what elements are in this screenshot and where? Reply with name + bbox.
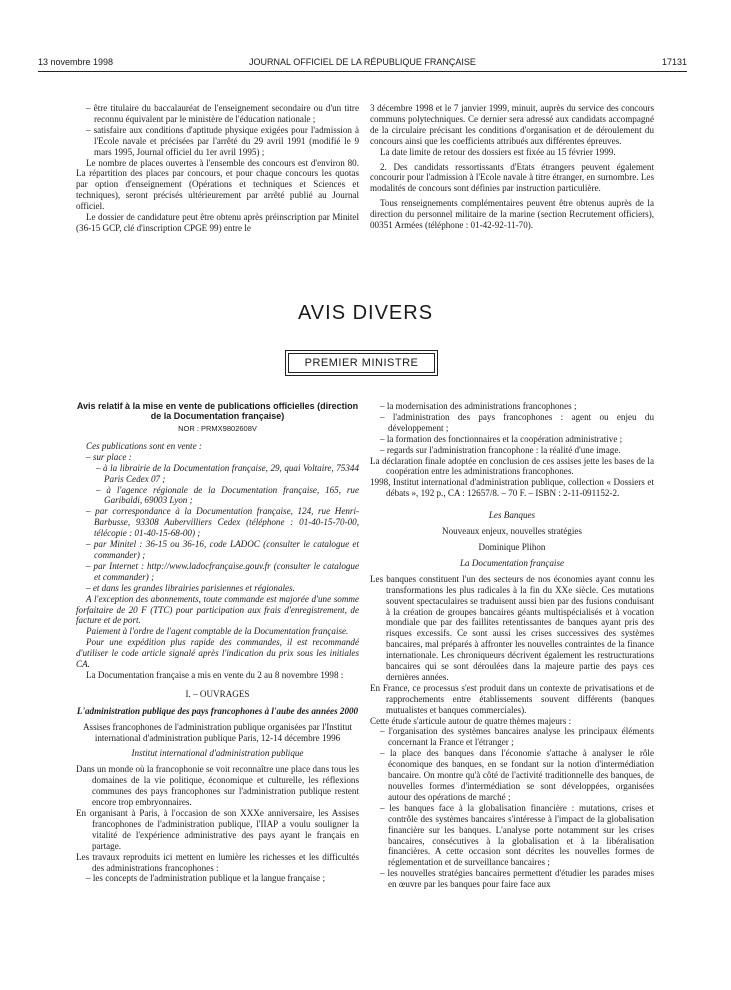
assises-subtitle: Assises francophones de l'administration publique organisées par l'Institut international d'administration publique Paris, 12-14 décembre 1996 bbox=[82, 721, 353, 743]
dossier-paragraph: Le dossier de candidature peut être obtenu après préinscription par Minitel (36-15 GCP, clé d'inscription CPGE 99) entre le bbox=[76, 212, 359, 233]
banques-theme-economie: – la place des banques dans l'économie s'attache à analyser le rôle économique des banques, en se fondant sur la notion d'intermédiation bancaire. On montre qu'à côté de l'activité traditionnelle des banques, de nouvelles formes d'intermédiation se sont développées, organisées autour des opérations de marché ; bbox=[380, 748, 654, 802]
banques-para-3: Cette étude s'articule autour de quatre thèmes majeurs : bbox=[370, 715, 572, 726]
section-title: Avis relatif à la mise en vente de publications officielles (direction de la Documentation française) bbox=[76, 401, 359, 421]
admin-para-4: – les concepts de l'administration publique et la langue française ; bbox=[86, 873, 326, 884]
admin-book-reference: 1998, Institut international d'administration publique, collection « Dossiers et débats », 192 p., CA : 12657/8. – 70 F. – ISBN : 2-11-091152-2. bbox=[370, 477, 654, 499]
avis-divers-heading: AVIS DIVERS bbox=[297, 302, 434, 324]
par-minitel: – par Minitel : 36-15 ou 36-16, code LADOC (consulter le catalogue et commander) ; bbox=[86, 539, 359, 560]
mise-en-vente: La Documentation française a mis en vente du 2 au 8 novembre 1998 : bbox=[86, 669, 344, 680]
header-journal-title: JOURNAL OFFICIEL DE LA RÉPUBLIQUE FRANÇAISE bbox=[249, 57, 476, 67]
renseignements: Tous renseignements complémentaires peuvent être obtenus auprès de la direction du personnel militaire de la marine (section Recrutement officiers), 00351 Armées (téléphone : 01-42-92-11-70). bbox=[370, 198, 654, 231]
par-internet: – par Internet : http://www.ladocfrançaise.gouv.fr (consulter le catalogue et commander) ; bbox=[86, 560, 359, 582]
candidats-etrangers: 2. Des candidats ressortissants d'Etats étrangers peuvent également concourir pour l'admission à l'Ecole navale à titre étranger, en surnombre. Les modalités de concours sont définies par instruction particulière. bbox=[370, 161, 654, 194]
paiement: Paiement à l'ordre de l'agent comptable de la Documentation française. bbox=[86, 626, 349, 637]
institut-author: Institut international d'administration publique bbox=[131, 748, 304, 759]
dossier-continuation: 3 décembre 1998 et le 7 janvier 1999, minuit, auprès du service des concours communs polytechniques. Ce dernier sera adressé aux candidats accompagné de la circulaire précisant les conditions d'organisation et de déroulement du concours ainsi que les coefficients attribués aux différentes épreuves. bbox=[370, 103, 654, 146]
banques-author: Dominique Plihon bbox=[478, 541, 546, 552]
condition-bac: – être titulaire du baccalauréat de l'enseignement secondaire ou d'un titre reconnu équivalent par le ministère de l'éducation nationale ; bbox=[86, 103, 359, 124]
banques-publisher: La Documentation française bbox=[459, 557, 565, 568]
admin-bullet-formation: – la formation des fonctionnaires et la coopération administrative ; bbox=[380, 433, 623, 444]
admin-para-3: Les travaux reproduits ici mettent en lumière les richesses et les difficultés des administrations francophones : bbox=[76, 851, 359, 873]
exception-abonnements: A l'exception des abonnements, toute commande est majorée d'une somme forfaitaire de 20 F (TTC) pour participation aux frais d'enregistrement, de facture et de port. bbox=[76, 593, 359, 626]
banques-title: Les Banques bbox=[488, 510, 536, 521]
book-title-administration: L'administration publique des pays francophones à l'aube des années 2000 bbox=[76, 705, 359, 716]
banques-subtitle: Nouveaux enjeux, nouvelles stratégies bbox=[442, 526, 582, 537]
grandes-librairies: – et dans les grandes librairies parisiennes et régionales. bbox=[86, 582, 295, 593]
declaration-finale: La déclaration finale adoptée en conclusion de ces assises jette les bases de la coopération entre les administrations francophones. bbox=[370, 455, 654, 477]
page-header bbox=[38, 57, 687, 71]
banques-theme-globalisation: – les banques face à la globalisation financière : mutations, crises et contrôle des systèmes bancaires s'intéresse à l'impact de la globalisation financière sur les banques. L'analyse porte notamment sur les crises bancaires, consécutives à la globalisation et à la libéralisation financières. A cette occasion sont décrites les nouvelles formes de réglementation et de surveillance bancaires ; bbox=[380, 802, 654, 868]
nor-reference: NOR : PRMX9802608V bbox=[178, 424, 257, 433]
header-date: 13 novembre 1998 bbox=[38, 57, 114, 67]
banques-theme-strategies: – les nouvelles stratégies bancaires permettent d'étudier les parades mises en œuvre par les banques pour faire face aux bbox=[380, 868, 654, 890]
admin-para-1: Dans un monde où la francophonie se voit reconnaître une place dans tous les domaines de la vie politique, économique et culturelle, les réflexions communes des pays francophones sur l'administration publique restent encore trop embryonnaires. bbox=[76, 764, 359, 808]
premier-ministre-box bbox=[285, 350, 438, 376]
admin-bullet-modernisation: – la modernisation des administrations francophones ; bbox=[380, 401, 577, 411]
admin-bullet-regards: – regards sur l'administration francophone : la réalité d'une image. bbox=[380, 444, 621, 455]
banques-para-2: En France, ce processus s'est produit dans un contexte de privatisations et de rapprochements entre établissements souvent différents (banques mutualistes et banques commerciales). bbox=[370, 682, 654, 715]
bottom-right-column bbox=[370, 401, 654, 890]
lieu-lyon: – à l'agence régionale de la Documentation française, 165, rue Garibaldi, 69003 Lyon ; bbox=[96, 484, 359, 506]
premier-ministre-label: PREMIER MINISTRE bbox=[288, 353, 435, 373]
ouvrages-heading: I. – OUVRAGES bbox=[185, 688, 250, 699]
bottom-left-column bbox=[76, 401, 359, 884]
top-left-column bbox=[76, 103, 359, 234]
sur-place: – sur place : bbox=[86, 451, 132, 462]
banques-para-1: Les banques constituent l'un des secteurs de nos économies ayant connu les transformations les plus radicales à la fin du XXe siècle. Ces mutations souvent spectaculaires se traduisent aussi bien par des fusions conduisant à la création de groupes bancaires géants multispécialisés et à vocation mondiale que par des faillites retentissantes de banques ayant pris des risques excessifs. Ce sont aussi les crises successives des systèmes bancaires, mal préparés à affronter les nouvelles contraintes de la finance internationale. Les chroniqueurs décrivent également les restructurations bancaires qui se sont déroulées dans la majeure partie des pays ces dernières années. bbox=[370, 573, 654, 682]
header-rule bbox=[38, 71, 687, 72]
banques-theme-organisation: – l'organisation des systèmes bancaires analyse les principaux éléments concernant la France et l'étranger ; bbox=[380, 726, 654, 748]
header-page-number: 17131 bbox=[661, 57, 687, 67]
places-paragraph: Le nombre de places ouvertes à l'ensemble des concours est d'environ 80. La répartition des places par concours, et pour chaque concours les quotas par option d'enseignement (Opérations et techniques et Sciences et techniques), seront précisés ultérieurement par arrêté publié au Journal officiel. bbox=[76, 157, 359, 212]
par-correspondance: – par correspondance à la Documentation française, 124, rue Henri-Barbusse, 93308 Aubervilliers Cedex (téléphone : 01-40-15-70-00, télécopie : 01-40-15-68-00) ; bbox=[86, 506, 359, 539]
date-limite: La date limite de retour des dossiers est fixée au 15 février 1999. bbox=[380, 146, 616, 157]
condition-aptitude: – satisfaire aux conditions d'aptitude physique exigées pour l'admission à l'Ecole navale et précisées par l'arrêté du 29 avril 1991 (modifié le 9 mars 1995, Journal officiel du 1er avril 1995) ; bbox=[86, 124, 359, 157]
admin-bullet-developpement: – l'administration des pays francophones : agent ou enjeu du développement ; bbox=[380, 411, 654, 433]
intro-line: Ces publications sont en vente : bbox=[86, 440, 202, 451]
lieu-paris: – à la librairie de la Documentation française, 29, quai Voltaire, 75344 Paris Cedex 07 ; bbox=[96, 462, 359, 484]
expedition: Pour une expédition plus rapide des commandes, il est recommandé d'utiliser le code article signalé après l'indication du prix sous les initiales CA. bbox=[76, 637, 359, 670]
admin-para-2: En organisant à Paris, à l'occasion de son XXXe anniversaire, les Assises francophones de l'administration publique, l'IIAP a voulu souligner la vitalité de l'expérience administrative des pays ayant le français en partage. bbox=[76, 808, 359, 851]
top-right-column bbox=[370, 103, 654, 231]
